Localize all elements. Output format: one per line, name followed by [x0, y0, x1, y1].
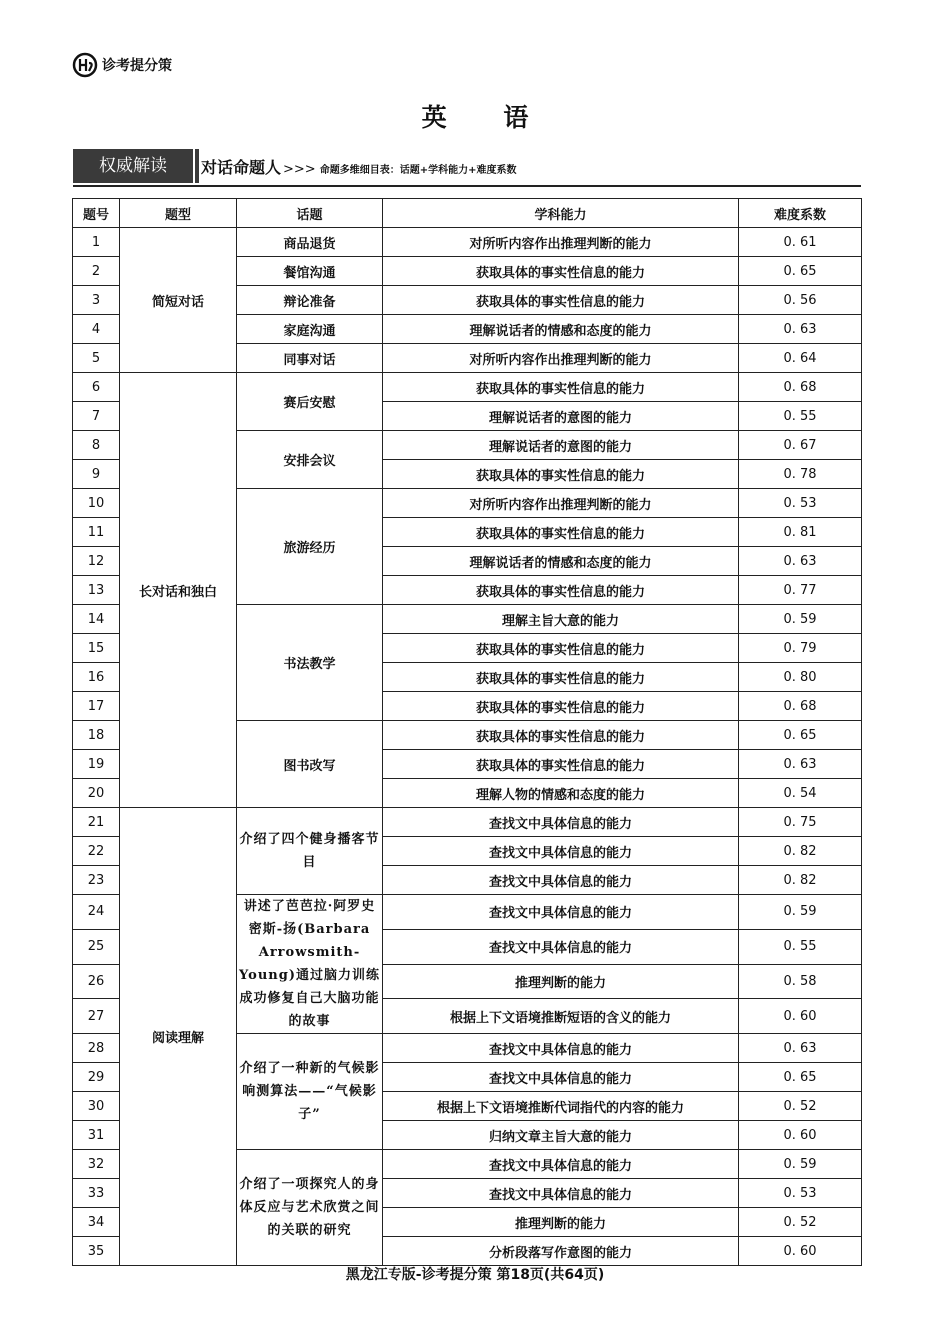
difficulty: 0. 54 — [739, 779, 862, 808]
difficulty: 0. 82 — [739, 866, 862, 895]
table-row — [73, 373, 862, 402]
question-number: 34 — [73, 1208, 120, 1237]
difficulty: 0. 80 — [739, 663, 862, 692]
question-number: 1 — [73, 228, 120, 257]
question-number: 2 — [73, 257, 120, 286]
table-header-row — [73, 199, 862, 228]
ability: 分析段落写作意图的能力 — [383, 1237, 739, 1266]
question-number: 30 — [73, 1092, 120, 1121]
ability: 获取具体的事实性信息的能力 — [383, 663, 739, 692]
question-number: 25 — [73, 929, 120, 964]
topic: 同事对话 — [237, 344, 383, 373]
difficulty: 0. 59 — [739, 1150, 862, 1179]
difficulty: 0. 61 — [739, 228, 862, 257]
topic: 介绍了四个健身播客节目 — [237, 808, 383, 895]
question-number: 24 — [73, 895, 120, 930]
ability: 查找文中具体信息的能力 — [383, 1179, 739, 1208]
difficulty: 0. 63 — [739, 1034, 862, 1063]
topic: 介绍了一种新的气候影响测算法——“气候影子” — [237, 1034, 383, 1150]
ability: 查找文中具体信息的能力 — [383, 808, 739, 837]
difficulty: 0. 65 — [739, 721, 862, 750]
header-question-type: 题型 — [120, 199, 237, 228]
question-number: 27 — [73, 999, 120, 1034]
brand-text: 诊考提分策 — [102, 58, 172, 74]
question-number: 32 — [73, 1150, 120, 1179]
topic: 赛后安慰 — [237, 373, 383, 431]
question-number: 10 — [73, 489, 120, 518]
topic: 辩论准备 — [237, 286, 383, 315]
ability: 理解主旨大意的能力 — [383, 605, 739, 634]
question-number: 8 — [73, 431, 120, 460]
brand-logo-icon — [72, 52, 98, 78]
topic: 安排会议 — [237, 431, 383, 489]
ability: 获取具体的事实性信息的能力 — [383, 692, 739, 721]
difficulty: 0. 60 — [739, 1121, 862, 1150]
question-number: 17 — [73, 692, 120, 721]
ability: 理解说话者的情感和态度的能力 — [383, 547, 739, 576]
question-number: 15 — [73, 634, 120, 663]
question-number: 29 — [73, 1063, 120, 1092]
ability: 理解说话者的意图的能力 — [383, 431, 739, 460]
ability: 根据上下文语境推断短语的含义的能力 — [383, 999, 739, 1034]
difficulty: 0. 81 — [739, 518, 862, 547]
difficulty: 0. 53 — [739, 489, 862, 518]
question-number: 6 — [73, 373, 120, 402]
ability: 获取具体的事实性信息的能力 — [383, 460, 739, 489]
banner-title: 对话命题人 — [201, 158, 282, 177]
question-number: 7 — [73, 402, 120, 431]
banner-tag: 权威解读 — [73, 149, 193, 183]
ability: 获取具体的事实性信息的能力 — [383, 373, 739, 402]
difficulty: 0. 58 — [739, 964, 862, 999]
question-number: 3 — [73, 286, 120, 315]
difficulty: 0. 59 — [739, 895, 862, 930]
ability: 对所听内容作出推理判断的能力 — [383, 489, 739, 518]
difficulty: 0. 52 — [739, 1092, 862, 1121]
question-number: 9 — [73, 460, 120, 489]
ability: 理解说话者的情感和态度的能力 — [383, 315, 739, 344]
topic: 图书改写 — [237, 721, 383, 808]
header-topic: 话题 — [237, 199, 383, 228]
difficulty: 0. 68 — [739, 373, 862, 402]
ability: 获取具体的事实性信息的能力 — [383, 286, 739, 315]
topic: 餐馆沟通 — [237, 257, 383, 286]
topic: 书法教学 — [237, 605, 383, 721]
difficulty: 0. 59 — [739, 605, 862, 634]
ability: 查找文中具体信息的能力 — [383, 929, 739, 964]
question-number: 13 — [73, 576, 120, 605]
difficulty: 0. 63 — [739, 315, 862, 344]
ability: 查找文中具体信息的能力 — [383, 1034, 739, 1063]
question-number: 4 — [73, 315, 120, 344]
difficulty: 0. 52 — [739, 1208, 862, 1237]
table-row — [73, 808, 862, 837]
difficulty: 0. 60 — [739, 1237, 862, 1266]
section-banner — [73, 149, 861, 187]
question-number: 11 — [73, 518, 120, 547]
ability: 获取具体的事实性信息的能力 — [383, 576, 739, 605]
question-number: 22 — [73, 837, 120, 866]
topic: 家庭沟通 — [237, 315, 383, 344]
difficulty: 0. 65 — [739, 257, 862, 286]
header-difficulty: 难度系数 — [739, 199, 862, 228]
question-number: 23 — [73, 866, 120, 895]
question-type: 简短对话 — [120, 228, 237, 373]
question-number: 21 — [73, 808, 120, 837]
ability: 查找文中具体信息的能力 — [383, 1063, 739, 1092]
ability: 对所听内容作出推理判断的能力 — [383, 344, 739, 373]
difficulty: 0. 78 — [739, 460, 862, 489]
question-number: 19 — [73, 750, 120, 779]
question-number: 26 — [73, 964, 120, 999]
difficulty: 0. 63 — [739, 547, 862, 576]
difficulty: 0. 68 — [739, 692, 862, 721]
ability: 推理判断的能力 — [383, 1208, 739, 1237]
difficulty: 0. 63 — [739, 750, 862, 779]
ability: 理解人物的情感和态度的能力 — [383, 779, 739, 808]
topic: 介绍了一项探究人的身体反应与艺术欣赏之间的关联的研究 — [237, 1150, 383, 1266]
question-number: 16 — [73, 663, 120, 692]
difficulty: 0. 64 — [739, 344, 862, 373]
difficulty: 0. 75 — [739, 808, 862, 837]
page-footer: 黑龙江专版-诊考提分策 第18页(共64页) — [345, 1267, 605, 1283]
banner-heading — [201, 155, 516, 178]
difficulty: 0. 65 — [739, 1063, 862, 1092]
question-number: 12 — [73, 547, 120, 576]
difficulty: 0. 67 — [739, 431, 862, 460]
question-number: 31 — [73, 1121, 120, 1150]
header-question-number: 题号 — [73, 199, 120, 228]
topic: 旅游经历 — [237, 489, 383, 605]
ability: 归纳文章主旨大意的能力 — [383, 1121, 739, 1150]
ability: 查找文中具体信息的能力 — [383, 895, 739, 930]
question-number: 28 — [73, 1034, 120, 1063]
ability: 获取具体的事实性信息的能力 — [383, 257, 739, 286]
page-title: 英 语 — [421, 103, 553, 132]
question-number: 33 — [73, 1179, 120, 1208]
ability: 获取具体的事实性信息的能力 — [383, 518, 739, 547]
question-number: 18 — [73, 721, 120, 750]
question-number: 5 — [73, 344, 120, 373]
banner-subtitle: 命题多维细目表：话题+学科能力+难度系数 — [319, 165, 517, 176]
ability: 获取具体的事实性信息的能力 — [383, 750, 739, 779]
question-number: 14 — [73, 605, 120, 634]
difficulty: 0. 53 — [739, 1179, 862, 1208]
ability: 获取具体的事实性信息的能力 — [383, 721, 739, 750]
difficulty: 0. 79 — [739, 634, 862, 663]
header-ability: 学科能力 — [383, 199, 739, 228]
difficulty: 0. 56 — [739, 286, 862, 315]
question-type: 阅读理解 — [120, 808, 237, 1266]
difficulty: 0. 60 — [739, 999, 862, 1034]
table-row — [73, 228, 862, 257]
difficulty: 0. 77 — [739, 576, 862, 605]
specification-table — [72, 198, 862, 1266]
difficulty: 0. 55 — [739, 929, 862, 964]
topic: 讲述了芭芭拉·阿罗史密斯-扬(Barbara Arrowsmith-Young)通过脑力训练成功修复自己大脑功能的故事 — [237, 895, 383, 1034]
ability: 获取具体的事实性信息的能力 — [383, 634, 739, 663]
difficulty: 0. 55 — [739, 402, 862, 431]
question-number: 20 — [73, 779, 120, 808]
question-type: 长对话和独白 — [120, 373, 237, 808]
ability: 查找文中具体信息的能力 — [383, 837, 739, 866]
brand-header — [72, 52, 172, 78]
ability: 理解说话者的意图的能力 — [383, 402, 739, 431]
ability: 根据上下文语境推断代词指代的内容的能力 — [383, 1092, 739, 1121]
difficulty: 0. 82 — [739, 837, 862, 866]
ability: 查找文中具体信息的能力 — [383, 1150, 739, 1179]
banner-arrows: >>> — [283, 162, 316, 177]
ability: 查找文中具体信息的能力 — [383, 866, 739, 895]
topic: 商品退货 — [237, 228, 383, 257]
ability: 推理判断的能力 — [383, 964, 739, 999]
question-number: 35 — [73, 1237, 120, 1266]
ability: 对所听内容作出推理判断的能力 — [383, 228, 739, 257]
